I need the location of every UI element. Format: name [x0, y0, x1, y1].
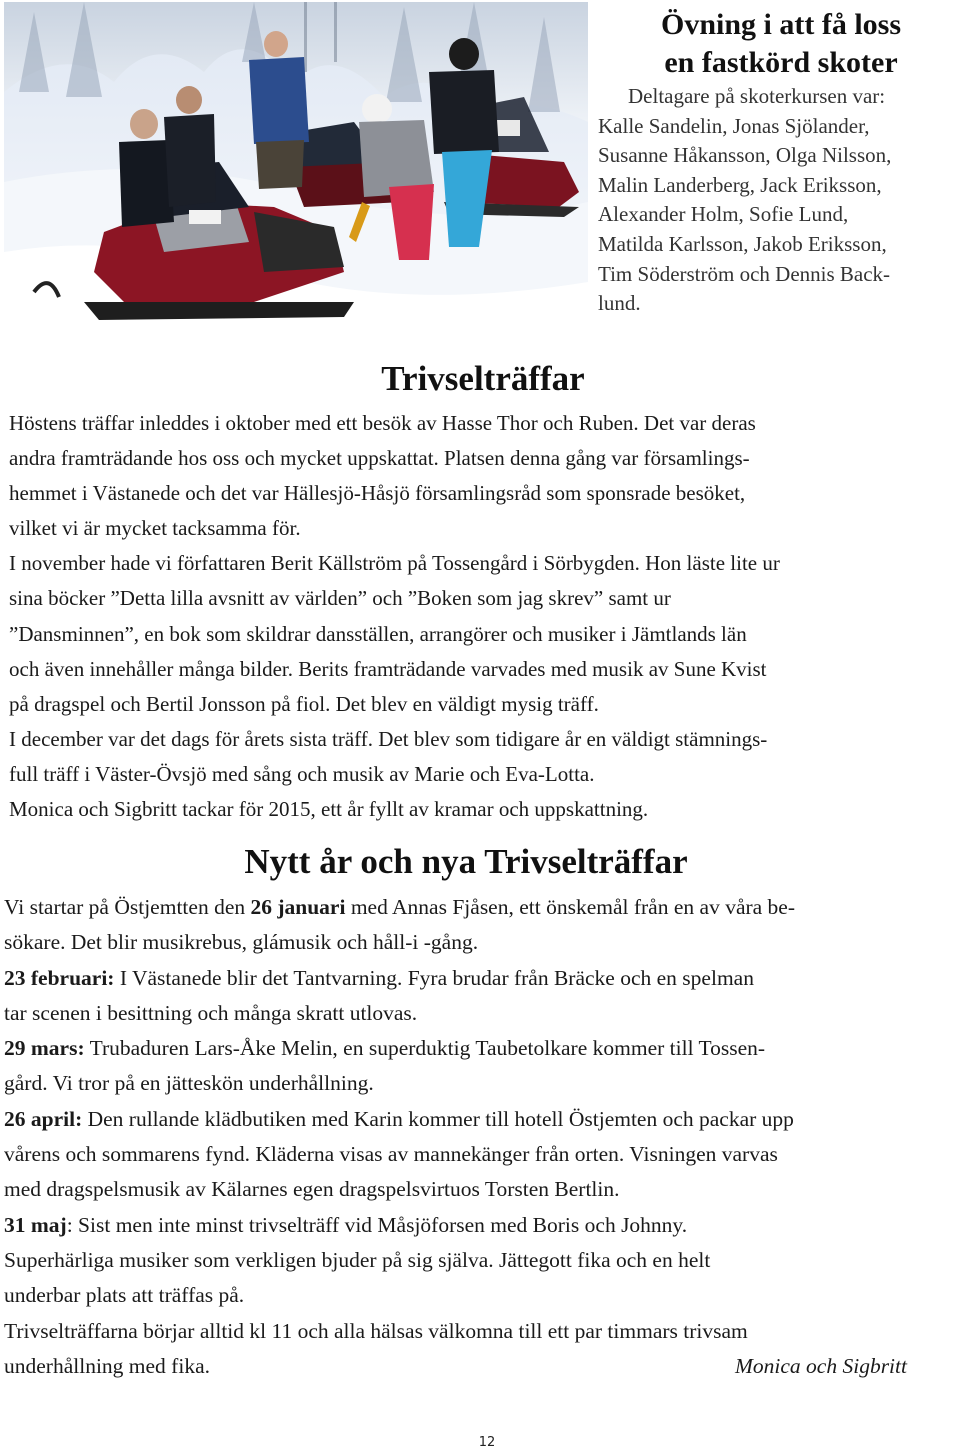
body-line: vilket vi är mycket tacksamma för. [9, 516, 301, 541]
body-line: tar scenen i besittning och många skratt utlovas. [4, 1000, 418, 1025]
body-line [4, 1349, 950, 1384]
body-line: på dragspel och Bertil Jonsson på fiol. Det blev en väldigt mysig träff. [9, 691, 599, 716]
body-line: gård. Vi tror på en jätteskön underhållning. [4, 1071, 374, 1096]
article-title [602, 6, 960, 82]
body-line [4, 890, 950, 925]
page-number: 12 [478, 1435, 496, 1450]
nytt-body [4, 890, 950, 1384]
caption-line: Tim Söderström och Dennis Back- [598, 261, 891, 286]
body-line: I december var det dags för årets sista träff. Det blev som tidigare år en väldigt stämnings- [9, 726, 768, 751]
title-line: Övning i att få loss [660, 8, 902, 41]
participants-caption [598, 82, 960, 319]
body-line: hemmet i Västanede och det var Hällesjö-Håsjö församlingsråd som sponsrade besöket, [9, 481, 746, 506]
body-line [4, 1208, 950, 1243]
body-line: sina böcker ”Detta lilla avsnitt av världen” och ”Boken som jag skrev” samt ur [9, 586, 671, 611]
date-label: 31 maj [4, 1212, 67, 1237]
date-label: 29 mars: [4, 1036, 85, 1061]
body-line: vårens och sommarens fynd. Kläderna visas av mannekänger från orten. Visningen varvas [4, 1142, 778, 1167]
body-line: full träff i Väster-Övsjö med sång och musik av Marie och Eva-Lotta. [9, 761, 595, 786]
signature: Monica och Sigbritt [735, 1353, 907, 1378]
body-line [4, 1102, 950, 1137]
body-line: med dragspelsmusik av Kälarnes egen dragspelsvirtuos Torsten Bertlin. [4, 1177, 620, 1202]
body-line: ”Dansminnen”, en bok som skildrar dansställen, arrangörer och musiker i Jämtlands län [9, 621, 747, 646]
text-run: Vi startar på Östjemtten den [4, 895, 251, 919]
caption-line: Deltagare på skoterkursen var: [628, 84, 886, 108]
text-run: Den rullande klädbutiken med Karin kommer till hotell Östjemten och packar upp [82, 1106, 794, 1131]
trivsel-body [9, 406, 955, 827]
text-run: med Annas Fjåsen, ett önskemål från en av våra be- [345, 895, 796, 919]
text-run: Trubaduren Lars-Åke Melin, en superduktig Taubetolkare kommer till Tossen- [84, 1036, 766, 1061]
body-line: Trivselträffarna börjar alltid kl 11 och alla hälsas välkomna till ett par timmars trivsam [4, 1318, 748, 1343]
body-line: Superhärliga musiker som verkligen bjuder på sig själva. Jättegott fika och en helt [4, 1247, 711, 1272]
body-line: I november hade vi författaren Berit Källström på Tossengård i Sörbygden. Hon läste lite ur [9, 551, 780, 576]
caption-line: Malin Landerberg, Jack Eriksson, [598, 172, 882, 197]
text-run: I Västanede blir det Tantvarning. Fyra brudar från Bräcke och en spelman [114, 965, 754, 990]
body-line [4, 961, 950, 996]
snowmobile-photo [4, 2, 588, 330]
section-heading-trivseltraffar: Trivselträffar [381, 359, 585, 398]
body-line: underbar plats att träffas på. [4, 1283, 245, 1308]
body-line: sökare. Det blir musikrebus, glámusik och håll-i -gång. [4, 930, 479, 955]
body-line: Monica och Sigbritt tackar för 2015, ett år fyllt av kramar och uppskattning. [9, 797, 649, 822]
caption-line: Alexander Holm, Sofie Lund, [598, 202, 849, 227]
date-label: 26 april: [4, 1106, 83, 1131]
body-line [4, 1031, 950, 1066]
caption-line: Kalle Sandelin, Jonas Sjölander, [598, 113, 870, 138]
date-label: 23 februari: [4, 965, 115, 990]
body-line: andra framträdande hos oss och mycket uppskattat. Platsen denna gång var församlings- [9, 446, 750, 471]
date-label: 26 januari [250, 895, 346, 919]
caption-line: Susanne Håkansson, Olga Nilsson, [598, 143, 892, 168]
body-line: och även innehåller många bilder. Berits framträdande varvades med musik av Sune Kvist [9, 656, 767, 681]
section-heading-nytt-ar: Nytt år och nya Trivselträffar [244, 842, 688, 881]
body-line: Höstens träffar inleddes i oktober med ett besök av Hasse Thor och Ruben. Det var deras [9, 411, 756, 435]
title-line: en fastkörd skoter [664, 46, 898, 79]
caption-line: lund. [598, 291, 641, 316]
text-run: : Sist men inte minst trivselträff vid Måsjöforsen med Boris och Johnny. [66, 1212, 688, 1237]
caption-line: Matilda Karlsson, Jakob Eriksson, [598, 231, 887, 256]
text-run: underhållning med fika. [4, 1353, 210, 1378]
